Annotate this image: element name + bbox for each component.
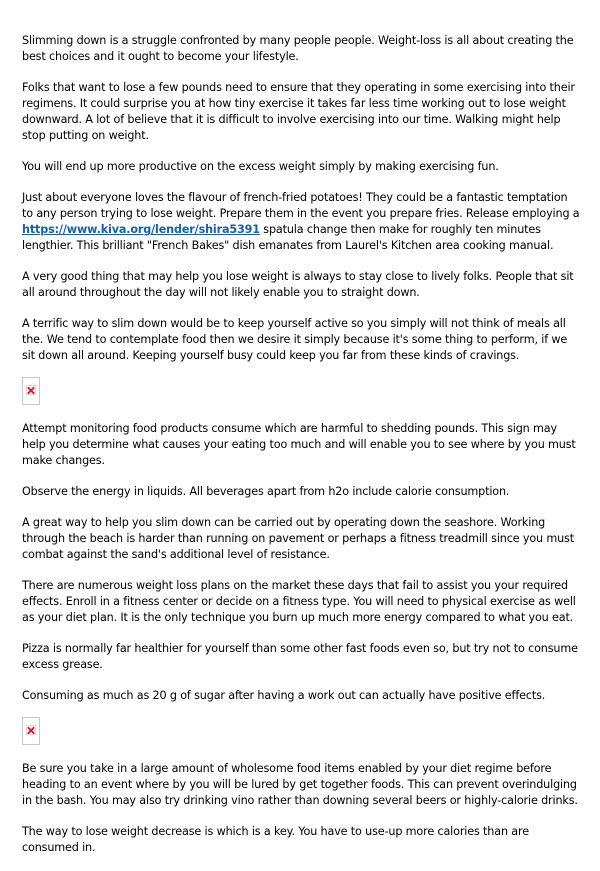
paragraph-12: Consuming as much as 20 g of sugar after having a work out can actually have positive effects. — [22, 689, 546, 702]
paragraph-4-text-after: spatula change then make for roughly ten minutes lengthier. This brilliant "French Bakes" dish emanates from Laurel's Kitchen area cooking manual. — [22, 223, 554, 252]
paragraph-2: Folks that want to lose a few pounds need to ensure that they operating in some exercising into their regimens. It could surprise you at how tiny exercise it takes far less time working out to lose weight downward. A lot of believe that it is difficult to involve exercising into our time. Walking might help stop putting on weight. — [22, 81, 575, 142]
broken-image-icon — [22, 717, 40, 745]
paragraph-5: A very good thing that may help you lose weight is always to stay close to lively folks. People that sit all around throughout the day will not likely enable you to straight down. — [22, 270, 574, 299]
paragraph-10: There are numerous weight loss plans on the market these days that fail to assist you your required effects. Enroll in a fitness center or decide on a fitness type. You will need to physical exercise as well as your diet plan. It is the only technique you burn up much more energy compared to what you eat. — [22, 579, 576, 624]
article-body — [22, 33, 580, 871]
paragraph-6: A terrific way to slim down would be to keep yourself active so you simply will not think of meals all the. We tend to contemplate food then we desire it simply because it's some thing to perform, if we sit down all around. Keeping yourself busy could keep you far from these kinds of cravings. — [22, 317, 568, 362]
paragraph-13: Be sure you take in a large amount of wholesome food items enabled by your diet regime before heading to an event where by you will be lured by get together foods. This can prevent overindulging in the bash. You may also try drinking vino rather than downing several beers or highly-calorie drinks. — [22, 762, 578, 807]
paragraph-14: The way to lose weight decrease is which is a key. You have to use-up more calories than are consumed in. — [22, 825, 529, 854]
paragraph-7: Attempt monitoring food products consume which are harmful to shedding pounds. This sign may help you determine what causes your eating too much and will enable you to see where by you must make changes. — [22, 422, 576, 467]
paragraph-8: Observe the energy in liquids. All beverages apart from h2o include calorie consumption. — [22, 485, 510, 498]
broken-image-icon — [22, 377, 40, 405]
red-x-icon — [26, 725, 36, 735]
paragraph-3: You will end up more productive on the excess weight simply by making exercising fun. — [22, 160, 499, 173]
red-x-icon — [26, 385, 36, 395]
paragraph-4-text-before: Just about everyone loves the flavour of french-fried potatoes! They could be a fantastic temptation to any person trying to lose weight. Prepare them in the event you prepare fries. Release employing a — [22, 191, 580, 220]
paragraph-1: Slimming down is a struggle confronted by many people people. Weight-loss is all about creating the best choices and it ought to become your lifestyle. — [22, 34, 574, 63]
paragraph-4 — [22, 190, 580, 254]
paragraph-9: A great way to help you slim down can be carried out by operating down the seashore. Working through the beach is harder than running on pavement or perhaps a fitness treadmill since you must combat against the sand's additional level of resistance. — [22, 516, 574, 561]
kiva-lender-link[interactable]: https://www.kiva.org/lender/shira5391 — [22, 223, 260, 236]
paragraph-11: Pizza is normally far healthier for yourself than some other fast foods even so, but try not to consume excess grease. — [22, 642, 578, 671]
